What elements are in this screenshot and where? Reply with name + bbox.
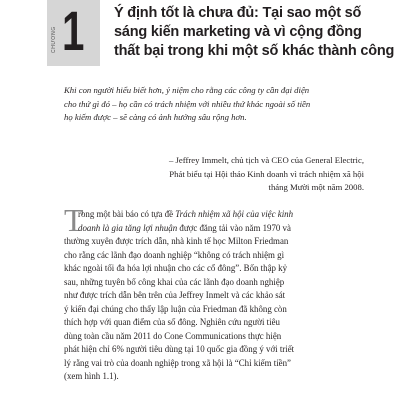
body-line: như được trích dẫn bên trên của Jeffrey Inmelt và các khảo sát xyxy=(64,290,286,300)
body-line: thích hợp với quan điểm của số đông. Nghiên cứu người tiêu xyxy=(64,317,280,327)
article-title-part: Trách nhiệm xã hội của việc kinh xyxy=(175,209,294,219)
body-line: sau, những tuyên bố công khai của các lãnh đạo doanh nghiệp xyxy=(64,276,285,287)
body-paragraph xyxy=(64,208,374,384)
attribution-line: – Jeffrey Immelt, chủ tịch và CEO của General Electric, xyxy=(169,155,364,165)
title-line: Ý định tốt là chưa đủ: Tại sao một số xyxy=(114,5,362,21)
body-line: cho rằng các lãnh đạo doanh nghiệp “không có trách nhiệm gì xyxy=(64,249,285,260)
epigraph-attribution xyxy=(64,154,364,195)
quote-line: họ kiếm được – sẽ càng có ảnh hưởng sâu rộng hơn. xyxy=(64,112,247,123)
attribution-line: Phát biểu tại Hội thảo Kinh doanh vì trách nhiệm xã hội xyxy=(169,168,364,179)
body-text-run: được đăng tải vào năm 1970 và xyxy=(177,222,291,233)
body-line: (xem hình 1.1). xyxy=(64,371,119,381)
title-line: thất bại trong khi một số khác thành công xyxy=(114,43,395,59)
chapter-badge xyxy=(47,0,100,66)
attribution-line: tháng Mười một năm 2008. xyxy=(268,182,364,193)
quote-line: cho thứ gì đó – họ cần có trách nhiệm với nhiều thứ khác ngoài số tiền xyxy=(64,98,311,109)
body-line: dùng toàn cầu năm 2011 do Cone Communications thực hiện xyxy=(64,330,282,341)
title-line: sáng kiến marketing và vì cộng đồng xyxy=(114,24,362,40)
chapter-number: 1 xyxy=(62,0,85,62)
body-line xyxy=(64,222,374,236)
body-line: thường xuyên được trích dẫn, nhà kinh tế học Milton Friedman xyxy=(64,236,289,246)
article-title-part: doanh là gia tăng lợi nhuận xyxy=(78,222,178,233)
body-line xyxy=(64,208,374,222)
body-line: khác ngoài tối đa hóa lợi nhuận cho các cổ đông”. Bốn thập kỷ xyxy=(64,263,288,273)
quote-line: Khi con người hiểu biết hơn, ý niệm cho rằng các công ty cần đại diện xyxy=(64,85,310,95)
body-line: phát hiện chỉ 6% người tiêu dùng tại 10 quốc gia đồng ý với triết xyxy=(64,344,295,354)
body-line: lý rằng vai trò của doanh nghiệp trong xã hội là “Chỉ kiếm tiền” xyxy=(64,357,291,368)
epigraph-quote xyxy=(64,84,364,125)
chapter-title xyxy=(114,4,394,61)
body-text-run: rong một bài báo có tựa đề xyxy=(78,209,176,219)
drop-cap: T xyxy=(64,202,84,238)
chapter-label: CHƯƠNG xyxy=(51,26,57,54)
body-line: ý kiến đại chúng cho thấy lập luận của Friedman đã không còn xyxy=(64,303,287,314)
